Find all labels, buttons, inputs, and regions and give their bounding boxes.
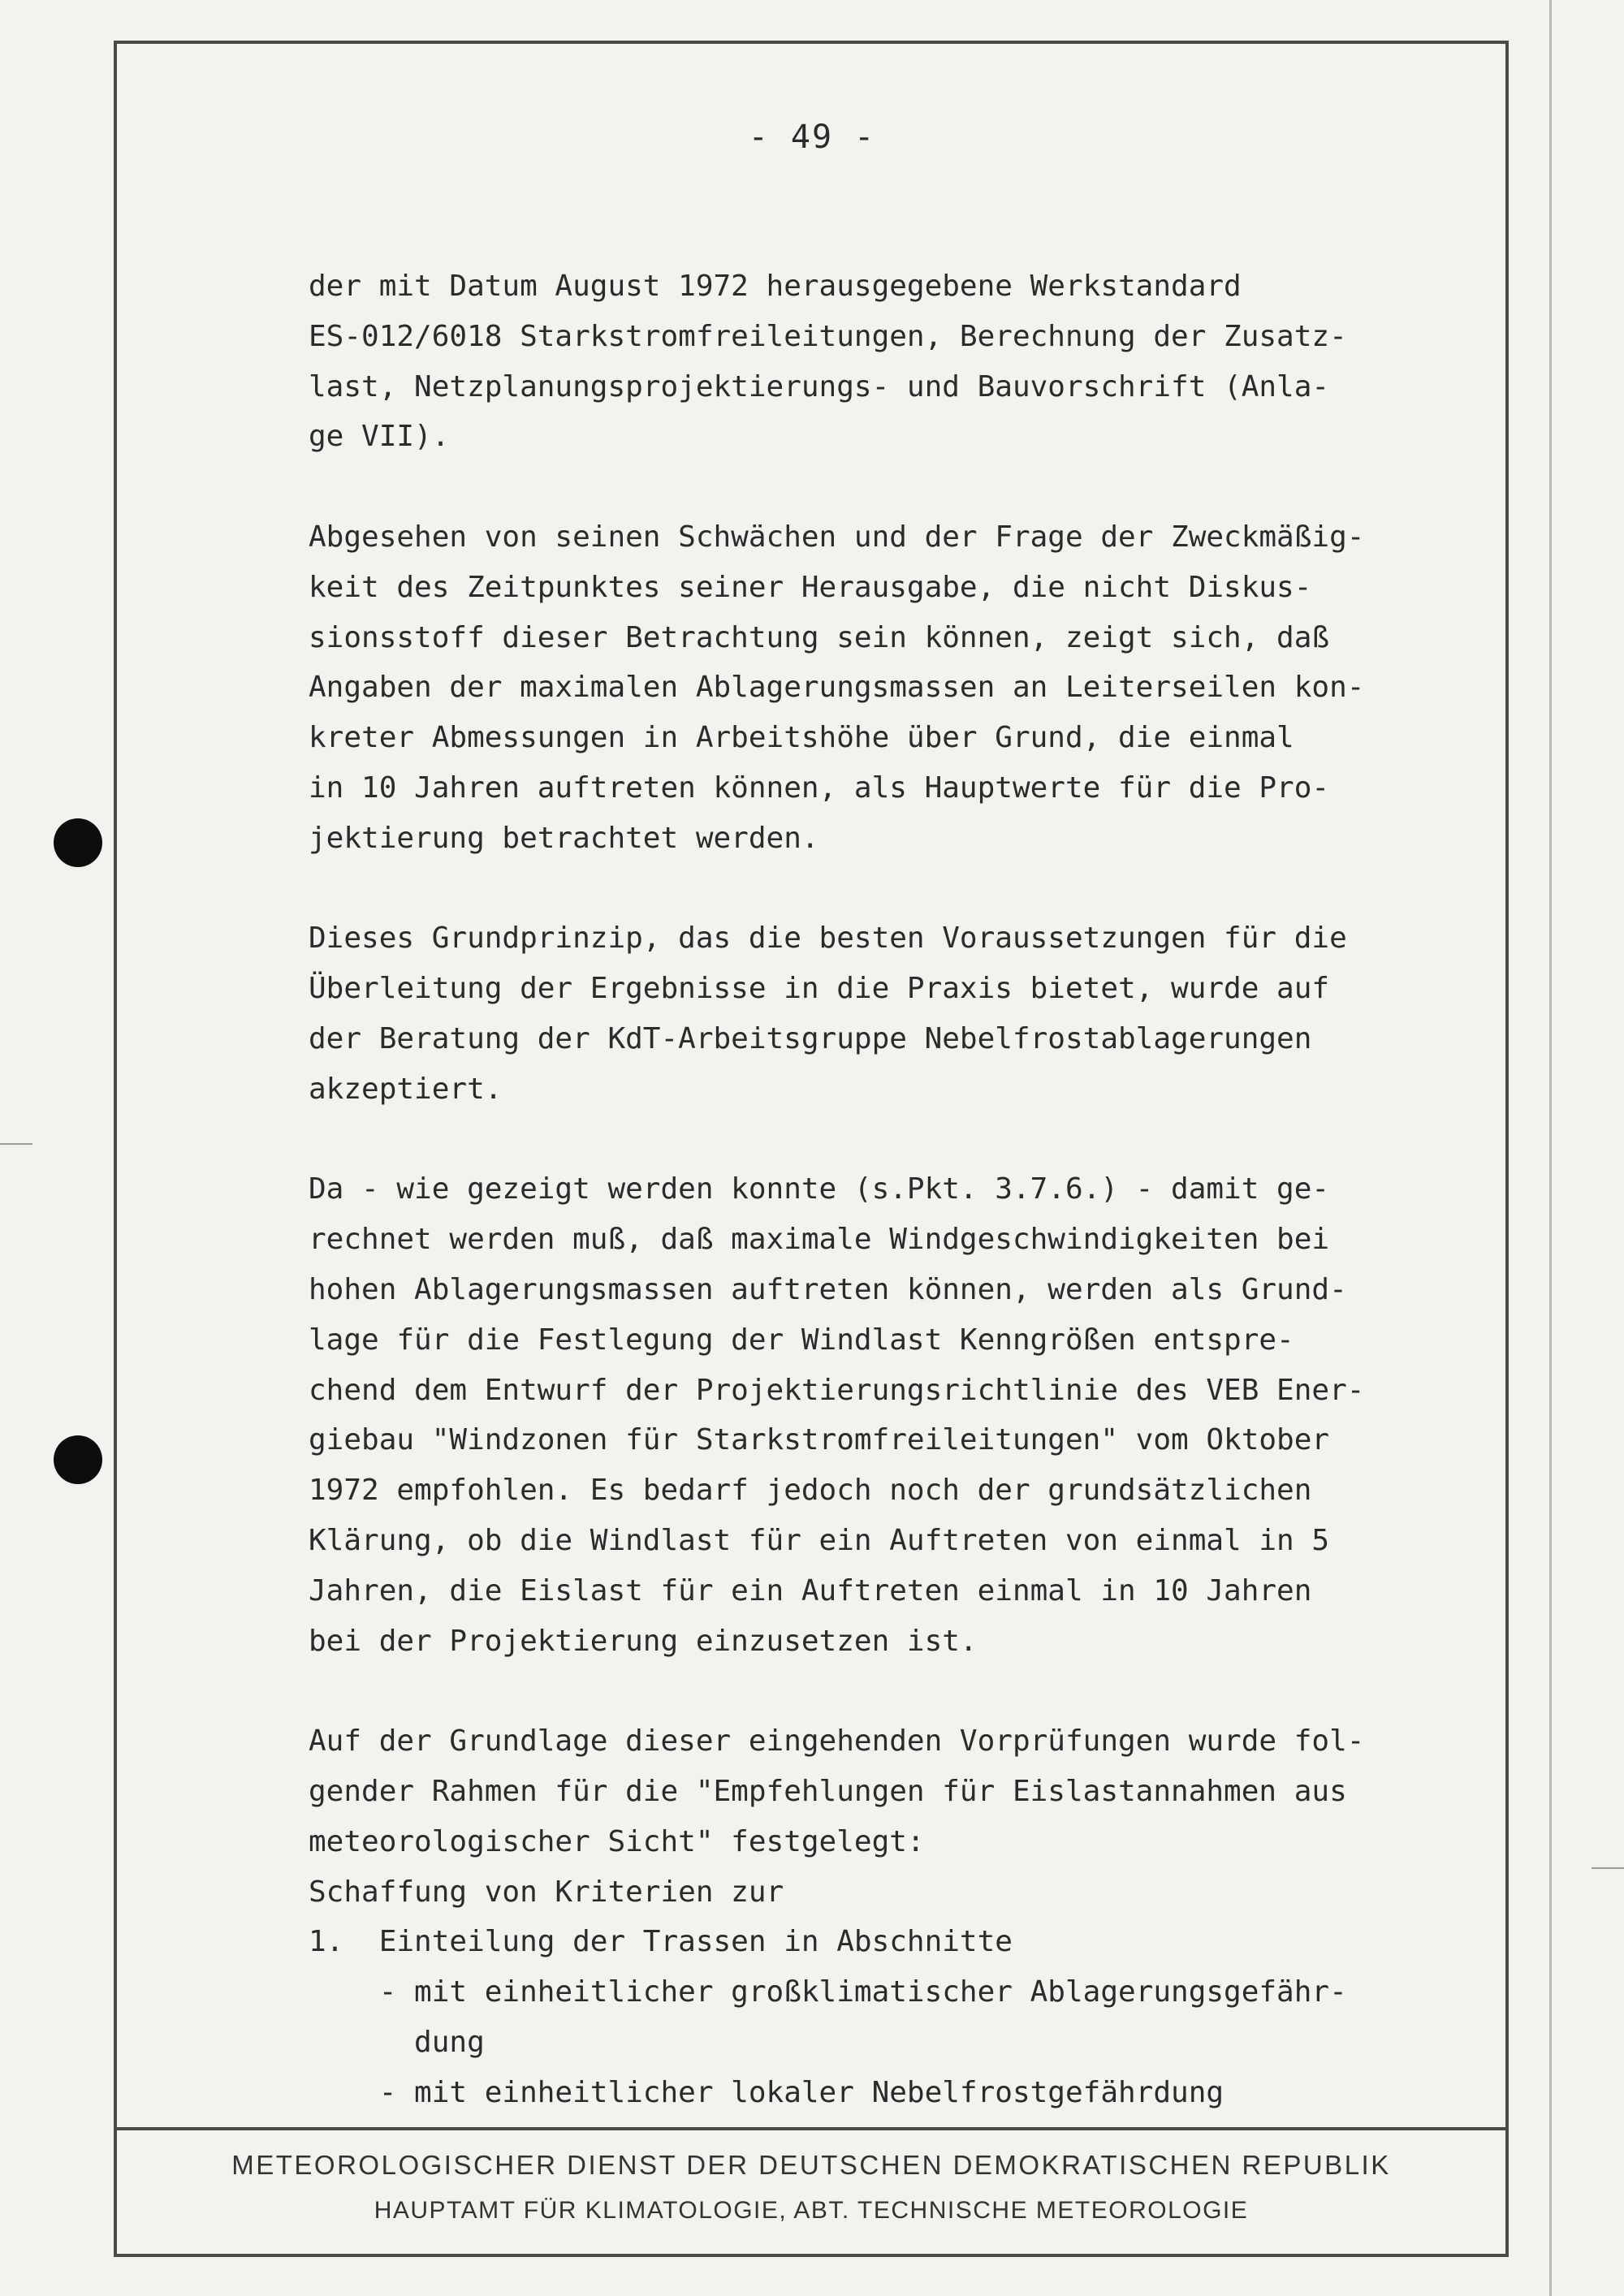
punch-hole-upper [54, 818, 102, 867]
text-line: 1972 empfohlen. Es bedarf jedoch noch der grundsätzlichen [309, 1474, 1312, 1508]
text-line: bei der Projektierung einzusetzen ist. [309, 1624, 978, 1658]
text-line: meteorologischer Sicht" festgelegt: [309, 1824, 925, 1858]
text-line: Auf der Grundlage dieser eingehenden Vorprüfungen wurde fol- [309, 1724, 1365, 1759]
text-line: Da - wie gezeigt werden konnte (s.Pkt. 3.7.6.) - damit ge- [309, 1172, 1330, 1206]
blank-line [309, 1666, 1502, 1716]
text-line: dung [309, 2025, 485, 2059]
text-line: keit des Zeitpunktes seiner Herausgabe, die nicht Diskus- [309, 570, 1312, 604]
text-line: gender Rahmen für die "Empfehlungen für Eislastannahmen aus [309, 1774, 1347, 1808]
text-line: 1. Einteilung der Trassen in Abschnitte [309, 1925, 1013, 1959]
text-line: giebau "Windzonen für Starkstromfreileitungen" vom Oktober [309, 1423, 1330, 1457]
text-line: in 10 Jahren auftreten können, als Hauptwerte für die Pro- [309, 770, 1330, 805]
text-line: akzeptiert. [309, 1072, 503, 1106]
footer-department: HAUPTAMT FÜR KLIMATOLOGIE, ABT. TECHNISCHE METEOROLOGIE [374, 2197, 1249, 2224]
blank-line [309, 462, 1502, 512]
margin-tick-mark [0, 1143, 32, 1145]
page-number: - 49 - [748, 119, 876, 156]
blank-line [309, 1115, 1502, 1165]
text-line: rechnet werden muß, daß maximale Windgeschwindigkeiten bei [309, 1223, 1330, 1257]
footer-institution: METEOROLOGISCHER DIENST DER DEUTSCHEN DEMOKRATISCHEN REPUBLIK [231, 2150, 1391, 2180]
text-line: last, Netzplanungsprojektierungs- und Bauvorschrift (Anla- [309, 369, 1330, 404]
text-line: Jahren, die Eislast für ein Auftreten einmal in 10 Jahren [309, 1573, 1312, 1608]
text-line: - mit einheitlicher lokaler Nebelfrostgefährdung [309, 2075, 1224, 2109]
text-line: ge VII). [309, 420, 450, 454]
text-line: kreter Abmessungen in Arbeitshöhe über Grund, die einmal [309, 721, 1294, 755]
text-line: sionsstoff dieser Betrachtung sein können, zeigt sich, daß [309, 620, 1330, 654]
margin-tick-mark [1592, 1867, 1624, 1869]
footer-divider [114, 2127, 1509, 2130]
typewritten-body [309, 261, 1502, 2117]
text-line: lage für die Festlegung der Windlast Kenngrößen entspre- [309, 1323, 1294, 1357]
text-line: ES-012/6018 Starkstromfreileitungen, Berechnung der Zusatz- [309, 319, 1347, 353]
text-line: Abgesehen von seinen Schwächen und der Frage der Zweckmäßig- [309, 520, 1365, 554]
text-line: der Beratung der KdT-Arbeitsgruppe Nebelfrostablagerungen [309, 1021, 1312, 1055]
text-line: - mit einheitlicher großklimatischer Ablagerungsgefähr- [309, 1975, 1347, 2009]
text-line: Schaffung von Kriterien zur [309, 1875, 784, 1909]
text-line: Überleitung der Ergebnisse in die Praxis bietet, wurde auf [309, 972, 1330, 1006]
text-line: jektierung betrachtet werden. [309, 821, 819, 855]
text-line: der mit Datum August 1972 herausgegebene Werkstandard [309, 270, 1242, 303]
blank-line [309, 864, 1502, 914]
text-line: chend dem Entwurf der Projektierungsrichtlinie des VEB Ener- [309, 1373, 1365, 1407]
text-line: Klärung, ob die Windlast für ein Auftreten von einmal in 5 [309, 1523, 1330, 1557]
text-line: Angaben der maximalen Ablagerungsmassen an Leiterseilen kon- [309, 671, 1365, 705]
text-line: Dieses Grundprinzip, das die besten Voraussetzungen für die [309, 921, 1347, 956]
punch-hole-lower [54, 1435, 102, 1484]
text-line: hohen Ablagerungsmassen auftreten können, werden als Grund- [309, 1272, 1347, 1306]
page-edge [1549, 0, 1552, 2296]
